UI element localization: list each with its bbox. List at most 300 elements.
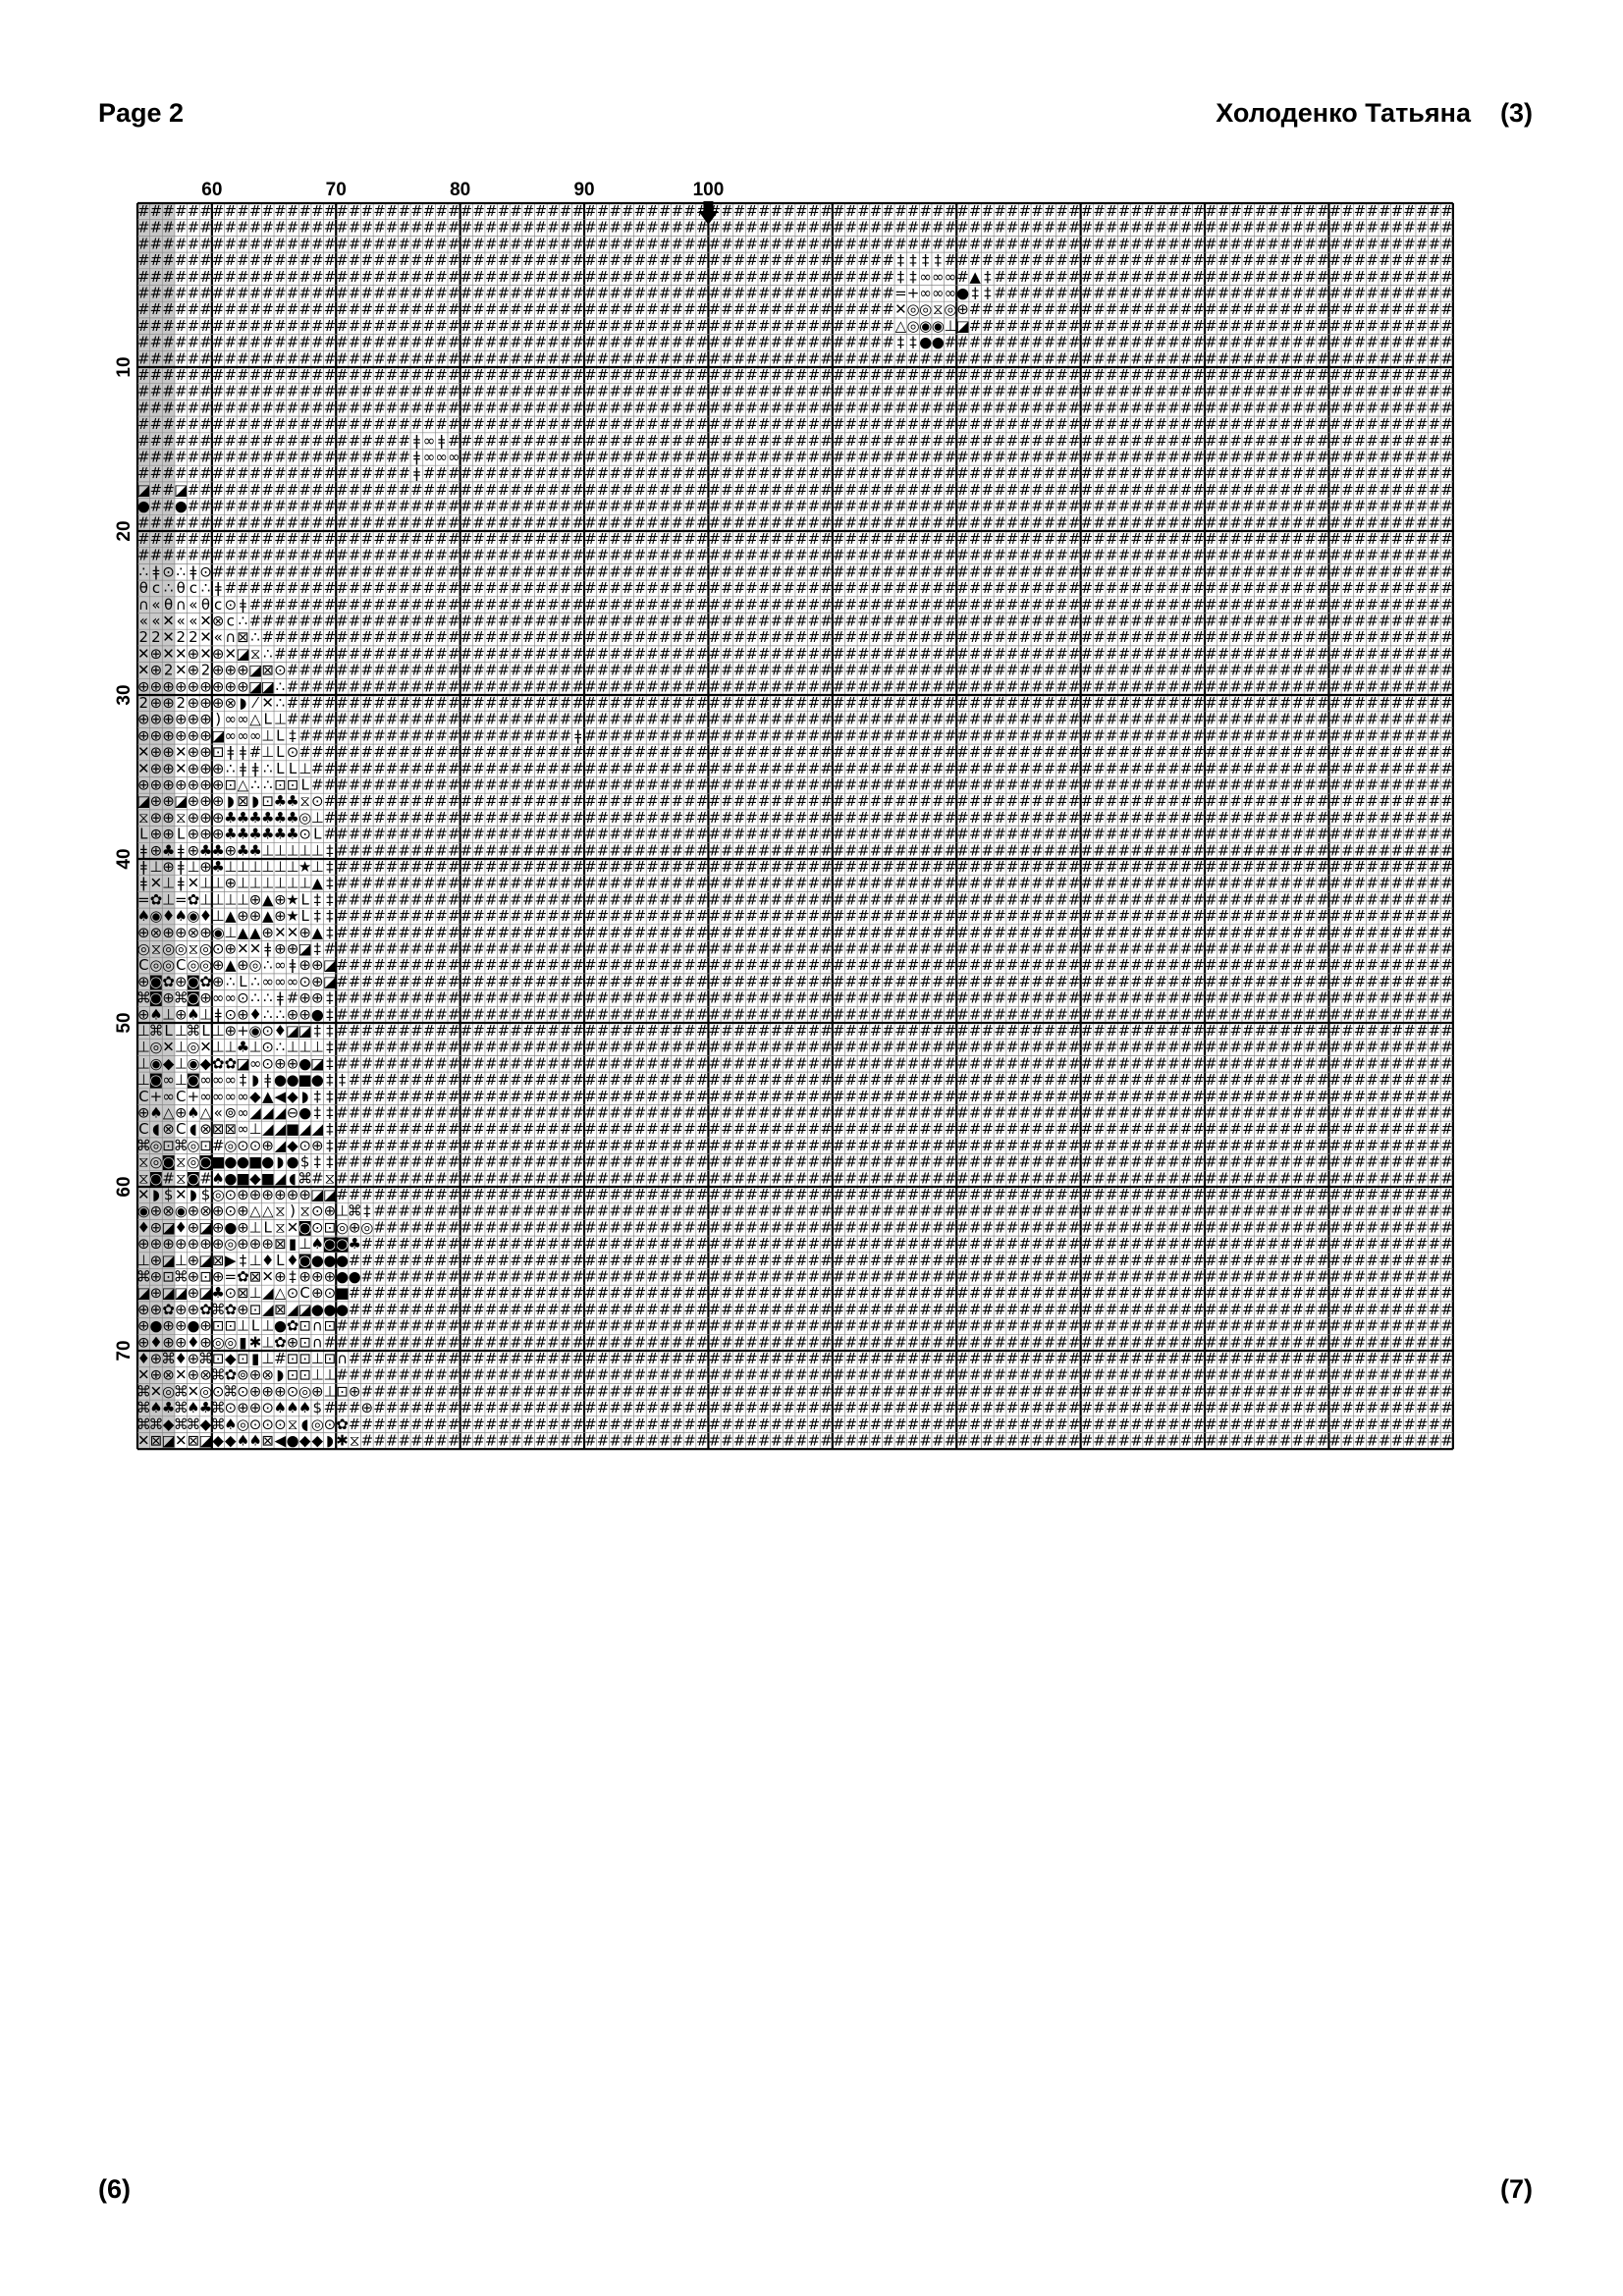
stitch-symbol: # (1242, 547, 1255, 564)
stitch-symbol: # (199, 383, 212, 400)
stitch-symbol: # (324, 760, 337, 777)
stitch-symbol: # (969, 579, 982, 597)
stitch-symbol: # (969, 628, 982, 646)
stitch-symbol: # (1341, 285, 1354, 302)
stitch-symbol: # (386, 415, 399, 433)
stitch-symbol: # (1068, 677, 1081, 695)
stitch-symbol: # (1192, 317, 1205, 335)
stitch-symbol: # (622, 530, 634, 548)
stitch-symbol: # (1068, 875, 1081, 892)
stitch-symbol: # (1366, 645, 1379, 663)
stitch-symbol: # (870, 858, 883, 876)
stitch-symbol: # (373, 349, 386, 367)
stitch-symbol: # (584, 317, 597, 335)
stitch-symbol: # (1267, 579, 1279, 597)
stitch-symbol: # (1106, 677, 1118, 695)
stitch-symbol: # (1366, 613, 1379, 630)
stitch-symbol: # (448, 792, 460, 810)
stitch-symbol: # (1205, 776, 1217, 794)
stitch-symbol: ◪ (211, 726, 225, 744)
stitch-symbol: # (857, 907, 870, 925)
stitch-symbol: # (808, 251, 821, 269)
stitch-symbol: # (498, 268, 511, 286)
stitch-symbol: # (646, 415, 659, 433)
stitch-symbol: # (261, 596, 274, 614)
stitch-symbol: # (1429, 285, 1441, 302)
stitch-symbol: # (1354, 513, 1367, 531)
stitch-symbol: # (1366, 481, 1379, 499)
stitch-symbol: # (1143, 596, 1156, 614)
stitch-symbol: # (696, 613, 709, 630)
stitch-symbol: # (857, 449, 870, 466)
stitch-symbol: # (1229, 613, 1242, 630)
stitch-symbol: # (162, 498, 175, 515)
stitch-symbol: # (1429, 579, 1441, 597)
stitch-symbol: # (1242, 202, 1255, 220)
stitch-symbol: # (1068, 513, 1081, 531)
stitch-symbol: # (1055, 547, 1068, 564)
stitch-symbol: θ (164, 596, 173, 614)
stitch-symbol: # (1242, 464, 1255, 482)
stitch-symbol: # (1156, 792, 1168, 810)
stitch-symbol: ⊕ (199, 760, 212, 777)
stitch-symbol: # (1192, 300, 1205, 318)
stitch-symbol: # (1167, 694, 1180, 712)
stitch-symbol: # (311, 349, 324, 367)
stitch-symbol: # (1304, 498, 1317, 515)
stitch-symbol: # (498, 809, 511, 827)
stitch-symbol: # (571, 268, 584, 286)
stitch-symbol: # (175, 399, 188, 416)
stitch-symbol: # (373, 579, 386, 597)
stitch-symbol: # (423, 875, 436, 892)
stitch-symbol: # (1156, 513, 1168, 531)
stitch-symbol: # (1192, 940, 1205, 958)
stitch-symbol: # (298, 645, 311, 663)
stitch-symbol: # (336, 907, 349, 925)
stitch-symbol: # (1341, 826, 1354, 843)
stitch-symbol: # (945, 940, 957, 958)
stitch-symbol: # (857, 432, 870, 450)
stitch-symbol: # (820, 694, 833, 712)
stitch-symbol: ◎ (944, 300, 956, 318)
stitch-symbol: # (708, 956, 721, 974)
stitch-symbol: ⊥ (199, 875, 212, 892)
stitch-symbol: # (410, 383, 423, 400)
stitch-symbol: # (1255, 399, 1268, 416)
stitch-symbol: # (1130, 530, 1143, 548)
stitch-symbol: # (498, 334, 511, 351)
stitch-symbol: # (745, 628, 758, 646)
stitch-symbol: # (597, 481, 610, 499)
stitch-symbol: # (745, 366, 758, 384)
stitch-symbol: # (758, 628, 771, 646)
stitch-symbol: L (289, 760, 298, 777)
stitch-symbol: # (733, 415, 746, 433)
stitch-symbol: # (584, 513, 597, 531)
stitch-symbol: # (1180, 481, 1193, 499)
stitch-symbol: # (261, 334, 274, 351)
stitch-symbol: # (571, 547, 584, 564)
stitch-symbol: # (1416, 547, 1429, 564)
stitch-symbol: # (683, 726, 696, 744)
stitch-symbol: # (945, 513, 957, 531)
stitch-symbol: ⧖ (151, 940, 162, 958)
stitch-symbol: # (1106, 432, 1118, 450)
stitch-symbol: # (696, 940, 709, 958)
stitch-symbol: # (808, 907, 821, 925)
stitch-symbol: # (857, 694, 870, 712)
stitch-symbol: # (560, 726, 572, 744)
stitch-symbol: # (1106, 890, 1118, 908)
stitch-symbol: # (1093, 300, 1106, 318)
stitch-symbol: # (435, 383, 448, 400)
stitch-symbol: # (1180, 513, 1193, 531)
stitch-symbol: # (1242, 415, 1255, 433)
stitch-symbol: # (1143, 760, 1156, 777)
stitch-symbol: # (287, 235, 299, 252)
stitch-symbol: # (1044, 677, 1056, 695)
stitch-symbol: # (336, 841, 349, 859)
stitch-symbol: # (870, 383, 883, 400)
stitch-symbol: # (945, 809, 957, 827)
stitch-symbol: # (361, 513, 374, 531)
stitch-symbol: # (733, 760, 746, 777)
stitch-symbol: # (472, 694, 485, 712)
stitch-symbol: # (1255, 743, 1268, 761)
stitch-symbol: # (1006, 940, 1019, 958)
stitch-symbol: # (1229, 579, 1242, 597)
stitch-symbol: # (1180, 841, 1193, 859)
stitch-symbol: # (882, 432, 894, 450)
stitch-symbol: # (1416, 415, 1429, 433)
stitch-symbol: # (498, 613, 511, 630)
stitch-symbol: # (945, 875, 957, 892)
stitch-symbol: ⊕ (199, 677, 212, 695)
stitch-symbol: # (435, 940, 448, 958)
stitch-symbol: # (398, 677, 410, 695)
stitch-symbol: # (274, 334, 287, 351)
stitch-symbol: # (522, 317, 535, 335)
stitch-symbol: # (311, 202, 324, 220)
stitch-symbol: # (1391, 890, 1404, 908)
stitch-symbol: # (472, 858, 485, 876)
stitch-symbol: # (1354, 826, 1367, 843)
stitch-symbol: # (857, 317, 870, 335)
stitch-symbol: # (287, 317, 299, 335)
stitch-symbol: # (1267, 628, 1279, 646)
stitch-symbol: # (1366, 383, 1379, 400)
stitch-symbol: # (1167, 399, 1180, 416)
stitch-symbol: # (994, 662, 1006, 679)
stitch-symbol: # (373, 890, 386, 908)
stitch-symbol: ▲ (225, 956, 237, 974)
stitch-symbol: # (1081, 235, 1094, 252)
stitch-symbol: # (324, 415, 337, 433)
stitch-symbol: # (1391, 809, 1404, 827)
stitch-symbol: # (1440, 300, 1453, 318)
stitch-symbol: ‡ (909, 334, 917, 351)
stitch-symbol: # (1328, 924, 1341, 941)
stitch-symbol: # (423, 760, 436, 777)
stitch-symbol: # (894, 628, 907, 646)
stitch-symbol: # (1328, 530, 1341, 548)
stitch-symbol: # (1255, 711, 1268, 728)
stitch-symbol: « (139, 613, 148, 630)
stitch-symbol: # (771, 513, 784, 531)
stitch-symbol: # (994, 481, 1006, 499)
stitch-symbol: # (485, 285, 498, 302)
stitch-symbol: # (1167, 677, 1180, 695)
stitch-symbol: # (1156, 481, 1168, 499)
stitch-symbol: # (1255, 579, 1268, 597)
stitch-symbol: # (795, 334, 808, 351)
stitch-symbol: # (1429, 826, 1441, 843)
stitch-symbol: # (472, 809, 485, 827)
stitch-symbol: # (622, 219, 634, 237)
stitch-symbol: # (498, 464, 511, 482)
stitch-symbol: # (956, 449, 969, 466)
stitch-symbol: # (460, 498, 473, 515)
stitch-symbol: # (472, 432, 485, 450)
stitch-symbol: ⊥ (237, 890, 249, 908)
stitch-symbol: # (857, 481, 870, 499)
stitch-symbol: # (795, 481, 808, 499)
stitch-symbol: # (646, 383, 659, 400)
stitch-symbol: # (1354, 383, 1367, 400)
stitch-symbol: # (1106, 349, 1118, 367)
stitch-symbol: # (1118, 513, 1131, 531)
stitch-symbol: # (423, 562, 436, 580)
stitch-symbol: # (721, 940, 733, 958)
stitch-symbol: # (882, 613, 894, 630)
stitch-symbol: # (472, 415, 485, 433)
stitch-symbol: # (460, 202, 473, 220)
stitch-symbol: # (597, 890, 610, 908)
stitch-symbol: # (1118, 383, 1131, 400)
stitch-symbol: # (808, 513, 821, 531)
stitch-symbol: # (745, 481, 758, 499)
stitch-symbol: # (634, 334, 647, 351)
stitch-symbol: # (1403, 562, 1416, 580)
stitch-symbol: # (808, 956, 821, 974)
stitch-symbol: # (894, 924, 907, 941)
stitch-symbol: # (907, 464, 920, 482)
stitch-symbol: # (771, 826, 784, 843)
stitch-symbol: ✕ (137, 645, 150, 663)
stitch-symbol: # (808, 481, 821, 499)
stitch-symbol: # (1044, 809, 1056, 827)
stitch-symbol: # (1354, 924, 1367, 941)
stitch-symbol: ǂ (178, 841, 185, 859)
stitch-symbol: # (249, 202, 262, 220)
stitch-symbol: # (771, 415, 784, 433)
stitch-symbol: # (1068, 449, 1081, 466)
stitch-symbol: # (1006, 202, 1019, 220)
stitch-symbol: ⊡ (212, 743, 225, 761)
stitch-symbol: # (472, 907, 485, 925)
stitch-symbol: # (1341, 481, 1354, 499)
stitch-symbol: # (237, 415, 249, 433)
stitch-symbol: ⊥ (274, 711, 287, 728)
stitch-symbol: # (584, 711, 597, 728)
stitch-symbol: # (845, 875, 858, 892)
stitch-symbol: # (1081, 743, 1094, 761)
stitch-symbol: # (324, 285, 337, 302)
stitch-symbol: # (560, 677, 572, 695)
stitch-symbol: # (1279, 449, 1292, 466)
stitch-symbol: # (547, 809, 560, 827)
stitch-symbol: # (1093, 317, 1106, 335)
stitch-symbol: # (261, 399, 274, 416)
stitch-symbol: # (597, 677, 610, 695)
stitch-symbol: # (1292, 956, 1305, 974)
stitch-symbol: # (696, 251, 709, 269)
stitch-symbol: # (1328, 613, 1341, 630)
stitch-symbol: c (152, 579, 160, 597)
stitch-symbol: # (857, 743, 870, 761)
stitch-symbol: # (1006, 890, 1019, 908)
stitch-symbol: # (956, 907, 969, 925)
stitch-symbol: # (1440, 219, 1453, 237)
stitch-symbol: # (1180, 334, 1193, 351)
stitch-symbol: # (1217, 202, 1230, 220)
stitch-symbol: # (485, 498, 498, 515)
stitch-symbol: # (683, 809, 696, 827)
stitch-symbol: # (771, 613, 784, 630)
stitch-symbol: ✕ (287, 924, 299, 941)
stitch-symbol: # (435, 530, 448, 548)
stitch-symbol: # (683, 432, 696, 450)
stitch-symbol: # (510, 645, 522, 663)
stitch-symbol: # (1143, 613, 1156, 630)
stitch-symbol: # (1006, 415, 1019, 433)
stitch-symbol: △ (238, 776, 249, 794)
stitch-symbol: # (1440, 251, 1453, 269)
stitch-symbol: # (1354, 596, 1367, 614)
stitch-symbol: # (423, 858, 436, 876)
stitch-symbol: # (571, 875, 584, 892)
stitch-symbol: ǂ (574, 726, 581, 744)
stitch-symbol: # (237, 464, 249, 482)
stitch-symbol: # (597, 513, 610, 531)
stitch-symbol: # (1118, 317, 1131, 335)
stitch-symbol: ǂ (140, 875, 147, 892)
stitch-symbol: ∞ (932, 285, 945, 302)
stitch-symbol: # (1267, 513, 1279, 531)
stitch-symbol: # (894, 956, 907, 974)
stitch-symbol: # (571, 464, 584, 482)
stitch-symbol: # (969, 792, 982, 810)
stitch-symbol: # (708, 760, 721, 777)
stitch-symbol: # (808, 464, 821, 482)
stitch-symbol: # (361, 662, 374, 679)
stitch-symbol: # (336, 366, 349, 384)
stitch-symbol: # (571, 760, 584, 777)
stitch-symbol: # (361, 449, 374, 466)
stitch-symbol: # (460, 513, 473, 531)
stitch-symbol: # (1379, 285, 1391, 302)
stitch-symbol: # (1192, 907, 1205, 925)
stitch-symbol: # (833, 694, 845, 712)
stitch-symbol: # (472, 776, 485, 794)
stitch-symbol: # (1167, 711, 1180, 728)
stitch-symbol: # (498, 711, 511, 728)
stitch-symbol: # (659, 383, 672, 400)
stitch-symbol: # (1180, 924, 1193, 941)
stitch-symbol: # (696, 464, 709, 482)
stitch-symbol: # (249, 383, 262, 400)
stitch-symbol: # (1366, 858, 1379, 876)
stitch-symbol: # (1416, 464, 1429, 482)
stitch-symbol: # (1055, 317, 1068, 335)
stitch-symbol: # (386, 809, 399, 827)
stitch-symbol: # (311, 317, 324, 335)
stitch-symbol: # (1328, 464, 1341, 482)
stitch-symbol: # (336, 498, 349, 515)
stitch-symbol: # (1391, 415, 1404, 433)
stitch-symbol: # (448, 562, 460, 580)
stitch-symbol: # (522, 956, 535, 974)
stitch-symbol: # (287, 432, 299, 450)
stitch-symbol: # (287, 694, 299, 712)
stitch-symbol: # (1167, 809, 1180, 827)
stitch-symbol: # (1031, 956, 1044, 974)
stitch-symbol: # (1143, 956, 1156, 974)
stitch-symbol: # (646, 202, 659, 220)
stitch-symbol: # (696, 776, 709, 794)
stitch-symbol: ⊕ (175, 726, 188, 744)
stitch-symbol: ⊕ (274, 940, 287, 958)
stitch-symbol: # (969, 562, 982, 580)
stitch-symbol: # (1093, 826, 1106, 843)
stitch-symbol: # (1217, 628, 1230, 646)
stitch-symbol: # (336, 711, 349, 728)
stitch-symbol: ⊕ (188, 662, 200, 679)
stitch-symbol: # (1068, 628, 1081, 646)
stitch-symbol: # (982, 743, 995, 761)
stitch-symbol: # (571, 334, 584, 351)
stitch-symbol: # (373, 677, 386, 695)
stitch-symbol: # (287, 596, 299, 614)
stitch-symbol: # (522, 334, 535, 351)
stitch-symbol: # (1229, 481, 1242, 499)
stitch-symbol: # (894, 726, 907, 744)
stitch-symbol: # (771, 464, 784, 482)
stitch-symbol: # (535, 677, 548, 695)
stitch-symbol: # (919, 383, 932, 400)
stitch-symbol: # (1304, 530, 1317, 548)
stitch-symbol: # (1081, 940, 1094, 958)
stitch-symbol: # (1018, 628, 1031, 646)
stitch-symbol: ● (175, 498, 188, 515)
stitch-symbol: # (1130, 841, 1143, 859)
stitch-symbol: # (894, 464, 907, 482)
stitch-symbol: # (1292, 940, 1305, 958)
stitch-symbol: # (833, 677, 845, 695)
stitch-symbol: # (1292, 432, 1305, 450)
stitch-symbol: # (857, 890, 870, 908)
stitch-symbol: # (460, 268, 473, 286)
stitch-symbol: # (522, 645, 535, 663)
stitch-symbol: # (622, 349, 634, 367)
stitch-symbol: # (956, 890, 969, 908)
stitch-symbol: # (870, 235, 883, 252)
stitch-symbol: # (1018, 498, 1031, 515)
stitch-symbol: # (287, 613, 299, 630)
stitch-symbol: # (845, 366, 858, 384)
stitch-symbol: # (833, 940, 845, 958)
